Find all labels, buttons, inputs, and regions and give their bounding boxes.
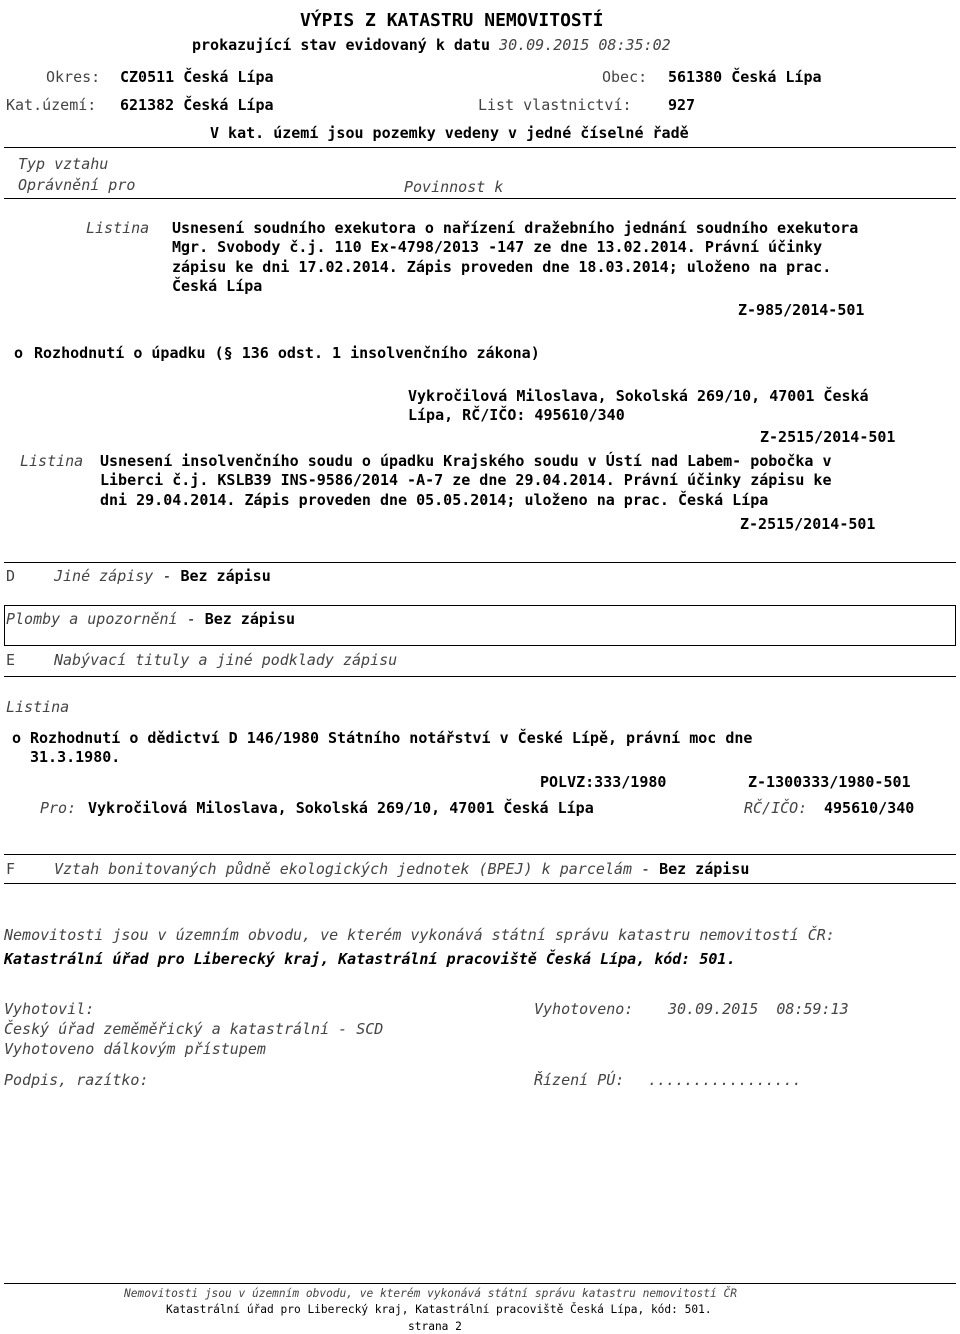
divider	[4, 147, 956, 148]
page-number: strana 2	[408, 1320, 462, 1333]
vyhotovil-remote: Vyhotoveno dálkovým přístupem	[4, 1040, 266, 1058]
vyhotovil-org: Český úřad zeměměřický a katastrální - SCD	[4, 1020, 384, 1038]
divider	[4, 605, 956, 606]
section-d-value: Bez zápisu	[180, 567, 271, 585]
rizeni-value: .................	[648, 1071, 802, 1089]
section-e-ref: Z-1300333/1980-501	[748, 773, 911, 791]
entry1-line: Mgr. Svobody č.j. 110 Ex-4798/2013 -147 ze dne 13.02.2014. Právní účinky	[172, 238, 823, 256]
numbering-note: V kat. území jsou pozemky vedeny v jedné číselné řadě	[210, 124, 689, 142]
section-f-heading	[54, 860, 749, 878]
kat-uzemi-value: 621382 Česká Lípa	[120, 96, 274, 114]
divider	[4, 645, 956, 646]
entry1-ref: Z-985/2014-501	[738, 301, 865, 319]
office-info-office: Katastrální úřad pro Liberecký kraj, Katastrální pracoviště Česká Lípa, kód: 501.	[4, 950, 736, 968]
rc-label: RČ/IČO:	[744, 799, 808, 817]
pro-label: Pro:	[40, 799, 77, 817]
lv-value: 927	[668, 96, 696, 114]
state-date-value: 30.09.2015 08:35:02	[499, 36, 671, 54]
entry1-line: Usnesení soudního exekutora o nařízení dražebního jednání soudního exekutora	[172, 219, 859, 237]
entry2-ref: Z-2515/2014-501	[740, 515, 876, 533]
divider	[4, 676, 956, 677]
pro-value: Vykročilová Miloslava, Sokolská 269/10, 47001 Česká Lípa	[88, 799, 594, 817]
divider	[4, 883, 956, 884]
section-f-title: Vztah bonitovaných půdně ekologických jednotek (BPEJ) k parcelám	[54, 860, 632, 878]
document-title: VÝPIS Z KATASTRU NEMOVITOSTÍ	[300, 10, 604, 31]
section-d-title: Jiné zápisy	[54, 567, 154, 585]
col-povinnost-k: Povinnost k	[404, 178, 504, 196]
entry1-line: Česká Lípa	[172, 277, 263, 295]
section-e-line: Rozhodnutí o dědictví D 146/1980 Státního notářství v České Lípě, právní moc dne	[30, 729, 753, 747]
vyhotoveno-label: Vyhotoveno:	[534, 1000, 634, 1018]
divider	[4, 854, 956, 855]
obec-value: 561380 Česká Lípa	[668, 68, 822, 86]
listina-label: Listina	[6, 698, 70, 716]
divider	[4, 562, 956, 563]
party-line: Lípa, RČ/IČO: 495610/340	[408, 406, 625, 424]
okres-label: Okres:	[46, 68, 101, 86]
bullet: o	[14, 344, 24, 362]
rizeni-label: Řízení PÚ:	[534, 1071, 625, 1089]
footer-divider	[4, 1283, 956, 1284]
entry1-line: zápisu ke dni 17.02.2014. Zápis proveden dne 18.03.2014; uloženo na prac.	[172, 258, 832, 276]
box-right	[955, 605, 956, 645]
section-plomby-title: Plomby a upozornění	[6, 610, 178, 628]
divider	[4, 198, 956, 199]
kat-uzemi-label: Kat.území:	[6, 96, 97, 114]
col-opravneni-pro: Oprávnění pro	[18, 176, 136, 194]
entry2-line: Liberci č.j. KSLB39 INS-9586/2014 -A-7 ze dne 29.04.2014. Právní účinky zápisu ke	[100, 471, 832, 489]
section-d-heading	[54, 567, 271, 585]
vyhotovil-label: Vyhotovil:	[4, 1000, 95, 1018]
vyhotoveno-value: 30.09.2015 08:59:13	[668, 1000, 849, 1018]
section-e-letter: E	[6, 651, 16, 669]
listina-label: Listina	[86, 219, 150, 237]
section-plomby-dash: -	[186, 610, 196, 628]
listina-label: Listina	[20, 452, 84, 470]
entry2-title: Rozhodnutí o úpadku (§ 136 odst. 1 insolvenčního zákona)	[34, 344, 540, 362]
section-e-title: Nabývací tituly a jiné podklady zápisu	[54, 651, 398, 669]
entry2-line: dni 29.04.2014. Zápis proveden dne 05.05.2014; uloženo na prac. Česká Lípa	[100, 491, 769, 509]
section-d-letter: D	[6, 567, 16, 585]
section-d-dash: -	[162, 567, 172, 585]
party-ref: Z-2515/2014-501	[760, 428, 896, 446]
obec-label: Obec:	[602, 68, 648, 86]
bullet: o	[12, 729, 22, 747]
podpis-label: Podpis, razítko:	[4, 1071, 149, 1089]
section-f-dash: -	[641, 860, 651, 878]
state-date-label: prokazující stav evidovaný k datu	[192, 36, 491, 54]
party-line: Vykročilová Miloslava, Sokolská 269/10, 47001 Česká	[408, 387, 869, 405]
page-footer-line1: Nemovitosti jsou v územním obvodu, ve kterém vykonává státní správu katastru nemovitostí ČR	[124, 1287, 737, 1300]
state-date-line	[192, 36, 671, 54]
section-plomby-heading	[6, 610, 295, 628]
okres-value: CZ0511 Česká Lípa	[120, 68, 274, 86]
polvz-ref: POLVZ:333/1980	[540, 773, 667, 791]
box-left	[4, 605, 5, 645]
section-e-line: 31.3.1980.	[30, 748, 121, 766]
section-plomby-value: Bez zápisu	[204, 610, 295, 628]
entry2-line: Usnesení insolvenčního soudu o úpadku Krajského soudu v Ústí nad Labem- pobočka v	[100, 452, 832, 470]
section-f-letter: F	[6, 860, 16, 878]
page-footer-line2: Katastrální úřad pro Liberecký kraj, Katastrální pracoviště Česká Lípa, kód: 501.	[166, 1303, 712, 1316]
rc-value: 495610/340	[824, 799, 915, 817]
section-f-value: Bez zápisu	[659, 860, 750, 878]
lv-label: List vlastnictví:	[478, 96, 632, 114]
office-info-line: Nemovitosti jsou v územním obvodu, ve kterém vykonává státní správu katastru nemovitostí ČR:	[4, 926, 835, 944]
col-typ-vztahu: Typ vztahu	[18, 155, 109, 173]
